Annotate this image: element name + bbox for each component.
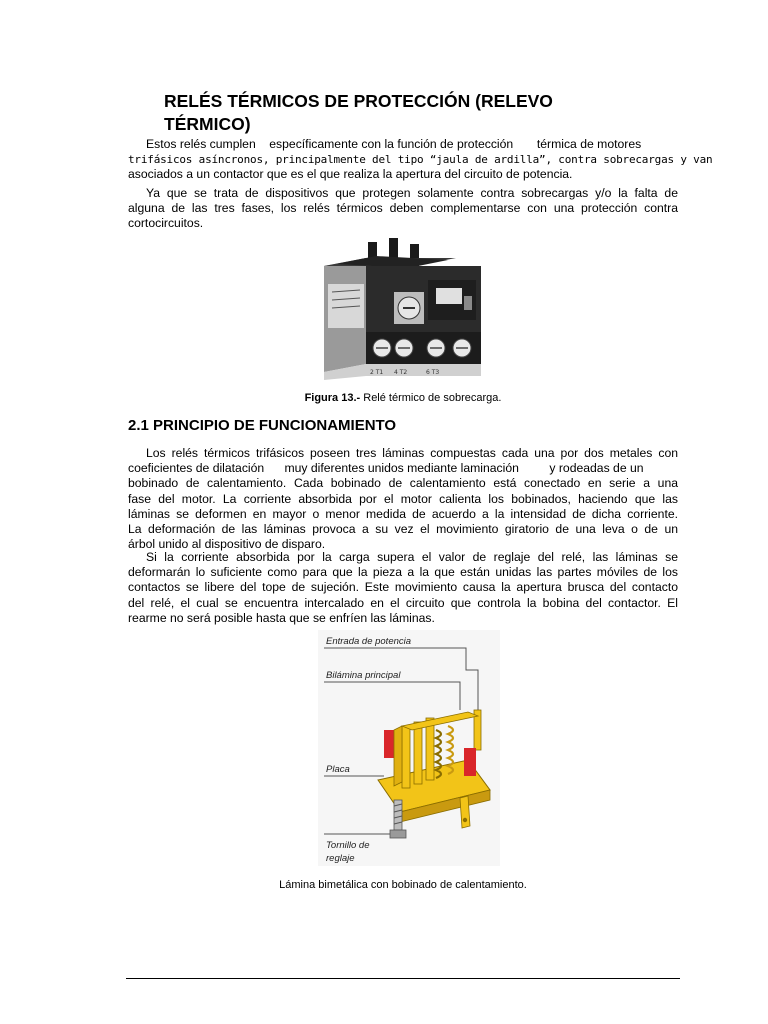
para4-line-5: rearme no será posible hasta que se enfríen las láminas. — [128, 610, 435, 625]
para4-line-1: Si la corriente absorbida por la carga supera el valor de reglaje del relé, las láminas se — [146, 550, 678, 564]
intro-line-1: Estos relés cumplen específicamente con la función de protección térmica de motores — [146, 137, 642, 151]
para4-line-4: del relé, el cual se encuentra intercalado en el circuito que controla la bobina del contactor. El — [128, 595, 678, 610]
relay-terminal-label-1: 2 T1 — [370, 369, 384, 376]
paragraph-2 — [128, 186, 678, 232]
section-heading: 2.1 PRINCIPIO DE FUNCIONAMIENTO — [128, 417, 397, 434]
paragraph-3 — [128, 446, 678, 552]
title-line-1: RELÉS TÉRMICOS DE PROTECCIÓN (RELEVO — [164, 91, 553, 111]
footer-divider — [126, 978, 680, 979]
figure-13-label: Figura 13.- — [304, 392, 361, 404]
label-placa: Placa — [326, 764, 350, 775]
relay-terminal-label-3: 6 T3 — [426, 369, 440, 376]
intro-line-3: asociados a un contactor que es el que realiza la apertura del circuito de potencia. — [128, 167, 573, 182]
para2-line-1: Ya que se trata de dispositivos que protegen solamente contra sobrecargas y/o la falta de — [146, 186, 678, 200]
thermal-relay-image — [316, 236, 492, 382]
para3-line-4: fase del motor. La corriente absorbida por el motor calienta los bobinados, haciendo que las — [128, 491, 678, 506]
document-title — [164, 90, 644, 136]
label-tornillo-line-1: Tornillo de — [326, 840, 370, 851]
label-tornillo-line-2: reglaje — [326, 853, 355, 864]
intro-paragraph — [128, 137, 713, 183]
figure-2-caption: Lámina bimetálica con bobinado de calentamiento. — [279, 879, 527, 891]
para3-line-1: Los relés térmicos trifásicos poseen tres láminas compuestas cada una por dos metales con — [146, 446, 678, 460]
para2-line-2: alguna de las tres fases, los relés térmicos deben complementarse con una protección contra — [128, 201, 678, 216]
para3-line-5: láminas se deformen en mayor o menor medida de acuerdo a la intensidad de dicha corriente. — [128, 506, 678, 521]
para3-line-6: La deformación de las láminas provoca a su vez el movimiento giratorio de una leva o de un — [128, 522, 678, 537]
figure-13-caption-text: Relé térmico de sobrecarga. — [360, 392, 502, 404]
para2-line-3: cortocircuitos. — [128, 216, 204, 231]
paragraph-4 — [128, 550, 678, 626]
para4-line-2: deformarán lo suficiente como para que la pieza a la que están unidas las partes móviles de los — [128, 565, 678, 580]
bimetal-diagram — [318, 630, 500, 866]
title-line-2: TÉRMICO) — [164, 114, 251, 134]
para3-line-3: bobinado de calentamiento. Cada bobinado de calentamiento está conectado en serie a una — [128, 476, 678, 491]
relay-terminal-label-2: 4 T2 — [394, 369, 408, 376]
label-bilamina-principal: Bilámina principal — [326, 670, 401, 681]
para4-line-3: contactos se libere del tope de sujeción. Este movimiento causa la apertura brusca del contacto — [128, 580, 678, 595]
para3-line-7: árbol unido al dispositivo de disparo. — [128, 537, 326, 552]
para3-line-2: coeficientes de dilatación muy diferentes unidos mediante laminación y rodeadas de un — [128, 461, 644, 476]
label-entrada-potencia: Entrada de potencia — [326, 636, 412, 647]
figure-13-caption — [128, 392, 678, 404]
intro-line-2: trifásicos asíncronos, principalmente del tipo “jaula de ardilla”, contra sobrecargas y van — [128, 153, 713, 167]
